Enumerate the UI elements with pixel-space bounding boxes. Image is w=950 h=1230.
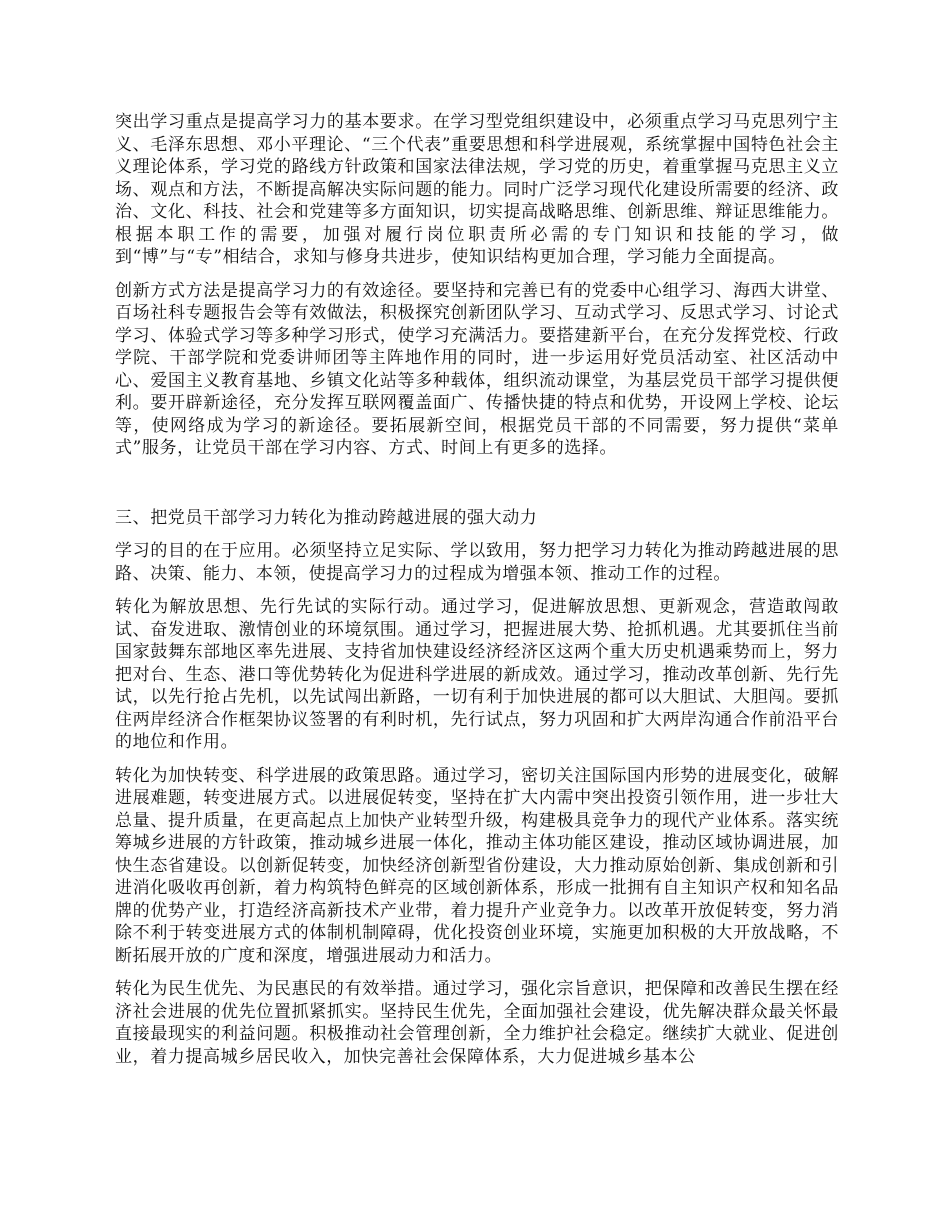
paragraph-purpose: 学习的目的在于应用。必须坚持立足实际、学以致用，努力把学习力转化为推动跨越进展的思路、决策、能力、本领，使提高学习力的过程成为增强本领、推动工作的过程。: [115, 541, 839, 584]
paragraph-innovation-methods: 创新方式方法是提高学习力的有效途径。要坚持和完善已有的党委中心组学习、海西大讲堂、百场社科专题报告会等有效做法，积极探究创新团队学习、互动式学习、反思式学习、讨论式学习、体验式学习等多种学习形式，使学习充满活力。要搭建新平台，在充分发挥党校、行政学院、干部学院和党委讲师团等主阵地作用的同时，进一步运用好党员活动室、社区活动中心、爱国主义教育基地、乡镇文化站等多种载体，组织流动课堂，为基层党员干部学习提供便利。要开辟新途径，充分发挥互联网覆盖面广、传播快捷的特点和优势，开设网上学校、论坛等，使网络成为学习的新途径。要拓展新空间，根据党员干部的不同需要，努力提供“菜单式”服务，让党员干部在学习内容、方式、时间上有更多的选择。: [115, 280, 839, 458]
section-heading: 三、把党员干部学习力转化为推动跨越进展的强大动力: [115, 507, 538, 528]
document-page: [115, 111, 839, 1079]
paragraph-livelihood: 转化为民生优先、为民惠民的有效举措。通过学习，强化宗旨意识，把保障和改善民生摆在经济社会进展的优先位置抓紧抓实。坚持民生优先，全面加强社会建设，优先解决群众最关怀最直接最现实的利益问题。积极推动社会管理创新，全力维护社会稳定。继续扩大就业、促进创业，着力提高城乡居民收入，加快完善社会保障体系，大力促进城乡基本公: [115, 979, 839, 1067]
paragraph-policy-thinking: 转化为加快转变、科学进展的政策思路。通过学习，密切关注国际国内形势的进展变化，破解进展难题，转变进展方式。以进展促转变，坚持在扩大内需中突出投资引领作用，进一步壮大总量、提升质量，在更高起点上加快产业转型升级，构建极具竞争力的现代产业体系。落实统筹城乡进展的方针政策，推动城乡进展一体化，推动主体功能区建设，推动区域协调进展，加快生态省建设。以创新促转变，加快经济创新型省份建设，大力推动原始创新、集成创新和引进消化吸收再创新，着力构筑特色鲜亮的区域创新体系，形成一批拥有自主知识产权和知名品牌的优势产业，打造经济高新技术产业带，着力提升产业竞争力。以改革开放促转变，努力消除不利于转变进展方式的体制机制障碍，优化投资创业环境，实施更加积极的大开放战略，不断拓展开放的广度和深度，增强进展动力和活力。: [115, 765, 839, 966]
section-spacer: [115, 471, 839, 507]
paragraph-study-focus: 突出学习重点是提高学习力的基本要求。在学习型党组织建设中，必须重点学习马克思列宁主义、毛泽东思想、邓小平理论、“三个代表”重要思想和科学进展观，系统掌握中国特色社会主义理论体系，学习党的路线方针政策和国家法律法规，学习党的历史，着重掌握马克思主义立场、观点和方法，不断提高解决实际问题的能力。同时广泛学习现代化建设所需要的经济、政治、文化、科技、社会和党建等多方面知识，切实提高战略思维、创新思维、辩证思维能力。根据本职工作的需要，加强对履行岗位职责所必需的专门知识和技能的学习，做到“博”与“专”相结合，求知与修身共进步，使知识结构更加合理，学习能力全面提高。: [115, 112, 839, 267]
paragraph-emancipate-thinking: 转化为解放思想、先行先试的实际行动。通过学习，促进解放思想、更新观念，营造敢闯敢试、奋发进取、激情创业的环境氛围。通过学习，把握进展大势、抢抓机遇。尤其要抓住当前国家鼓舞东部地区率先进展、支持省加快建设经济经济区这两个重大历史机遇乘势而上，努力把对台、生态、港口等优势转化为促进科学进展的新成效。通过学习，推动改革创新、先行先试，以先行抢占先机，以先试闯出新路，一切有利于加快进展的都可以大胆试、大胆闯。要抓住两岸经济合作框架协议签署的有利时机，先行试点，努力巩固和扩大两岸沟通合作前沿平台的地位和作用。: [115, 597, 839, 752]
